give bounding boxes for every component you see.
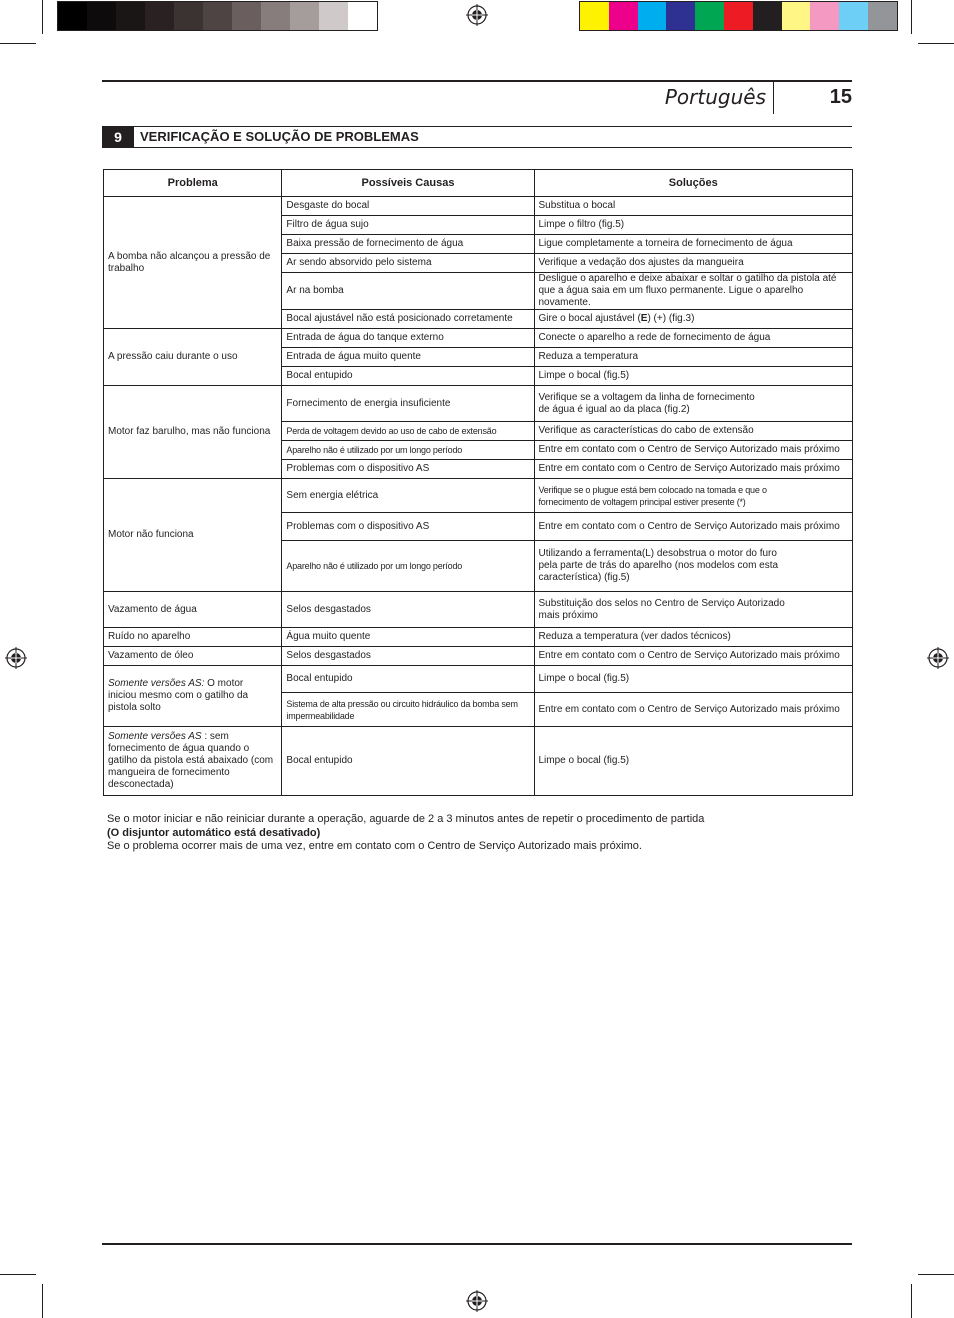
cause-cell: Baixa pressão de fornecimento de água [282,235,534,254]
section-rule [102,147,852,148]
section-title: VERIFICAÇÃO E SOLUÇÃO DE PROBLEMAS [140,129,419,144]
note-line: Se o motor iniciar e não reiniciar durante a operação, aguarde de 2 a 3 minutos antes de repetir o procedimento de partida [107,813,705,825]
color-swatch [290,2,319,30]
cause-cell: Bocal entupido [282,666,534,693]
troubleshooting-table [103,169,853,796]
cause-cell: Problemas com o dispositivo AS [282,513,534,541]
solution-cell: Utilizando a ferramenta(L) desobstrua o motor do furo pela parte de trás do aparelho (nos modelos com esta característica) (fig.5) [534,541,853,592]
color-swatch [724,2,753,30]
cause-cell: Ar sendo absorvido pelo sistema [282,254,534,273]
solution-cell: Substitua o bocal [534,197,853,216]
solution-cell: Entre em contato com o Centro de Serviço Autorizado mais próximo [534,441,853,460]
cause-cell: Selos desgastados [282,592,534,628]
table-row [104,197,853,216]
solution-cell: Verifique a vedação dos ajustes da mangueira [534,254,853,273]
process-color-bar [579,1,898,31]
cause-cell: Bocal entupido [282,727,534,796]
note-line: Se o problema ocorrer mais de uma vez, entre em contato com o Centro de Serviço Autorizado mais próximo. [107,840,642,852]
color-swatch [58,2,87,30]
cause-cell: Entrada de água muito quente [282,348,534,367]
cause-cell: Filtro de água sujo [282,216,534,235]
color-swatch [695,2,724,30]
color-swatch [753,2,782,30]
cause-cell: Água muito quente [282,628,534,647]
table-row [104,647,853,666]
registration-mark-icon [927,647,949,669]
table-row [104,592,853,628]
note-line-bold: (O disjuntor automático está desativado) [107,826,321,839]
grayscale-color-bar [57,1,378,31]
problem-cell: Motor faz barulho, mas não funciona [104,386,282,479]
header-causes: Possíveis Causas [282,170,534,197]
solution-text: Gire o bocal ajustável ( [538,313,641,324]
color-swatch [666,2,695,30]
problem-text: : sem fornecimento de água quando o gatilho da pistola está abaixado (com mangueira de fornecimento desconectada) [108,731,274,790]
cause-cell: Perda de voltagem devido ao uso de cabo de extensão [282,422,534,441]
problem-italic-text: Somente versões AS [108,731,202,742]
cause-cell: Problemas com o dispositivo AS [282,460,534,479]
problem-cell: Motor não funciona [104,479,282,592]
crop-mark [42,0,43,34]
cause-cell: Sistema de alta pressão ou circuito hidráulico da bomba sem impermeabilidade [282,693,534,727]
table-header-row [104,170,853,197]
color-swatch [348,2,377,30]
cause-cell: Sem energia elétrica [282,479,534,513]
solution-cell: Entre em contato com o Centro de Serviço Autorizado mais próximo [534,513,853,541]
solution-cell: Verifique as características do cabo de extensão [534,422,853,441]
solution-cell [534,310,853,329]
page-number: 15 [829,86,852,108]
solution-text: ) (+) (fig.3) [647,313,695,324]
cause-cell: Fornecimento de energia insuficiente [282,386,534,422]
solution-cell: Limpe o bocal (fig.5) [534,666,853,693]
table-row [104,479,853,513]
color-swatch [87,2,116,30]
table-row [104,386,853,422]
color-swatch [839,2,868,30]
footer-rule [102,1243,852,1245]
cause-cell: Bocal ajustável não está posicionado corretamente [282,310,534,329]
color-swatch [609,2,638,30]
solution-cell: Entre em contato com o Centro de Serviço Autorizado mais próximo [534,693,853,727]
solution-cell: Substituição dos selos no Centro de Serviço Autorizado mais próximo [534,592,853,628]
solution-cell: Reduza a temperatura [534,348,853,367]
cause-cell: Bocal entupido [282,367,534,386]
problem-italic-text: Somente versões AS: [108,678,205,689]
crop-mark [0,43,36,44]
color-swatch [145,2,174,30]
solution-cell: Ligue completamente a torneira de fornecimento de água [534,235,853,254]
solution-cell: Conecte o aparelho a rede de fornecimento de água [534,329,853,348]
color-swatch [232,2,261,30]
crop-mark [911,1284,912,1318]
problem-cell [104,727,282,796]
color-swatch [782,2,811,30]
solution-cell: Entre em contato com o Centro de Serviço Autorizado mais próximo [534,460,853,479]
table-row [104,329,853,348]
solution-cell: Verifique se o plugue está bem colocado na tomada e que o fornecimento de voltagem principal estiver presente (*) [534,479,853,513]
crop-mark [0,1274,36,1275]
color-swatch [116,2,145,30]
problem-cell [104,666,282,727]
color-swatch [638,2,667,30]
section-number: 9 [102,127,134,147]
table-row [104,666,853,693]
solution-cell: Verifique se a voltagem da linha de fornecimento de água é igual ao da placa (fig.2) [534,386,853,422]
cause-cell: Aparelho não é utilizado por um longo período [282,541,534,592]
solution-cell: Reduza a temperatura (ver dados técnicos) [534,628,853,647]
crop-mark [918,43,954,44]
cause-cell: Aparelho não é utilizado por um longo período [282,441,534,460]
problem-cell: A bomba não alcançou a pressão de trabalho [104,197,282,329]
solution-cell: Entre em contato com o Centro de Serviço Autorizado mais próximo [534,647,853,666]
registration-mark-icon [466,1290,488,1312]
problem-text: O motor iniciou mesmo com o gatilho da pistola solto [108,678,249,713]
color-swatch [261,2,290,30]
registration-mark-icon [5,647,27,669]
color-swatch [868,2,897,30]
header-separator [773,82,774,114]
color-swatch [203,2,232,30]
language-label: Português [664,85,766,109]
header-solutions: Soluções [534,170,853,197]
crop-mark [918,1274,954,1275]
color-swatch [174,2,203,30]
crop-mark [911,0,912,34]
notes-block [107,813,847,854]
table-row [104,628,853,647]
solution-cell: Limpe o bocal (fig.5) [534,727,853,796]
cause-cell: Desgaste do bocal [282,197,534,216]
problem-cell: Vazamento de óleo [104,647,282,666]
registration-mark-icon [466,4,488,26]
problem-cell: A pressão caiu durante o uso [104,329,282,386]
solution-cell: Limpe o bocal (fig.5) [534,367,853,386]
cause-cell: Entrada de água do tanque externo [282,329,534,348]
color-swatch [319,2,348,30]
cause-cell: Ar na bomba [282,273,534,310]
table-row [104,727,853,796]
header-problem: Problema [104,170,282,197]
solution-cell: Desligue o aparelho e deixe abaixar e soltar o gatilho da pistola até que a água saia em um fluxo permanente. Ligue o aparelho novamente. [534,273,853,310]
solution-cell: Limpe o filtro (fig.5) [534,216,853,235]
solution-bold-letter: E [640,313,648,324]
problem-cell: Ruído no aparelho [104,628,282,647]
cause-cell: Selos desgastados [282,647,534,666]
color-swatch [580,2,609,30]
color-swatch [810,2,839,30]
problem-cell: Vazamento de água [104,592,282,628]
crop-mark [42,1284,43,1318]
